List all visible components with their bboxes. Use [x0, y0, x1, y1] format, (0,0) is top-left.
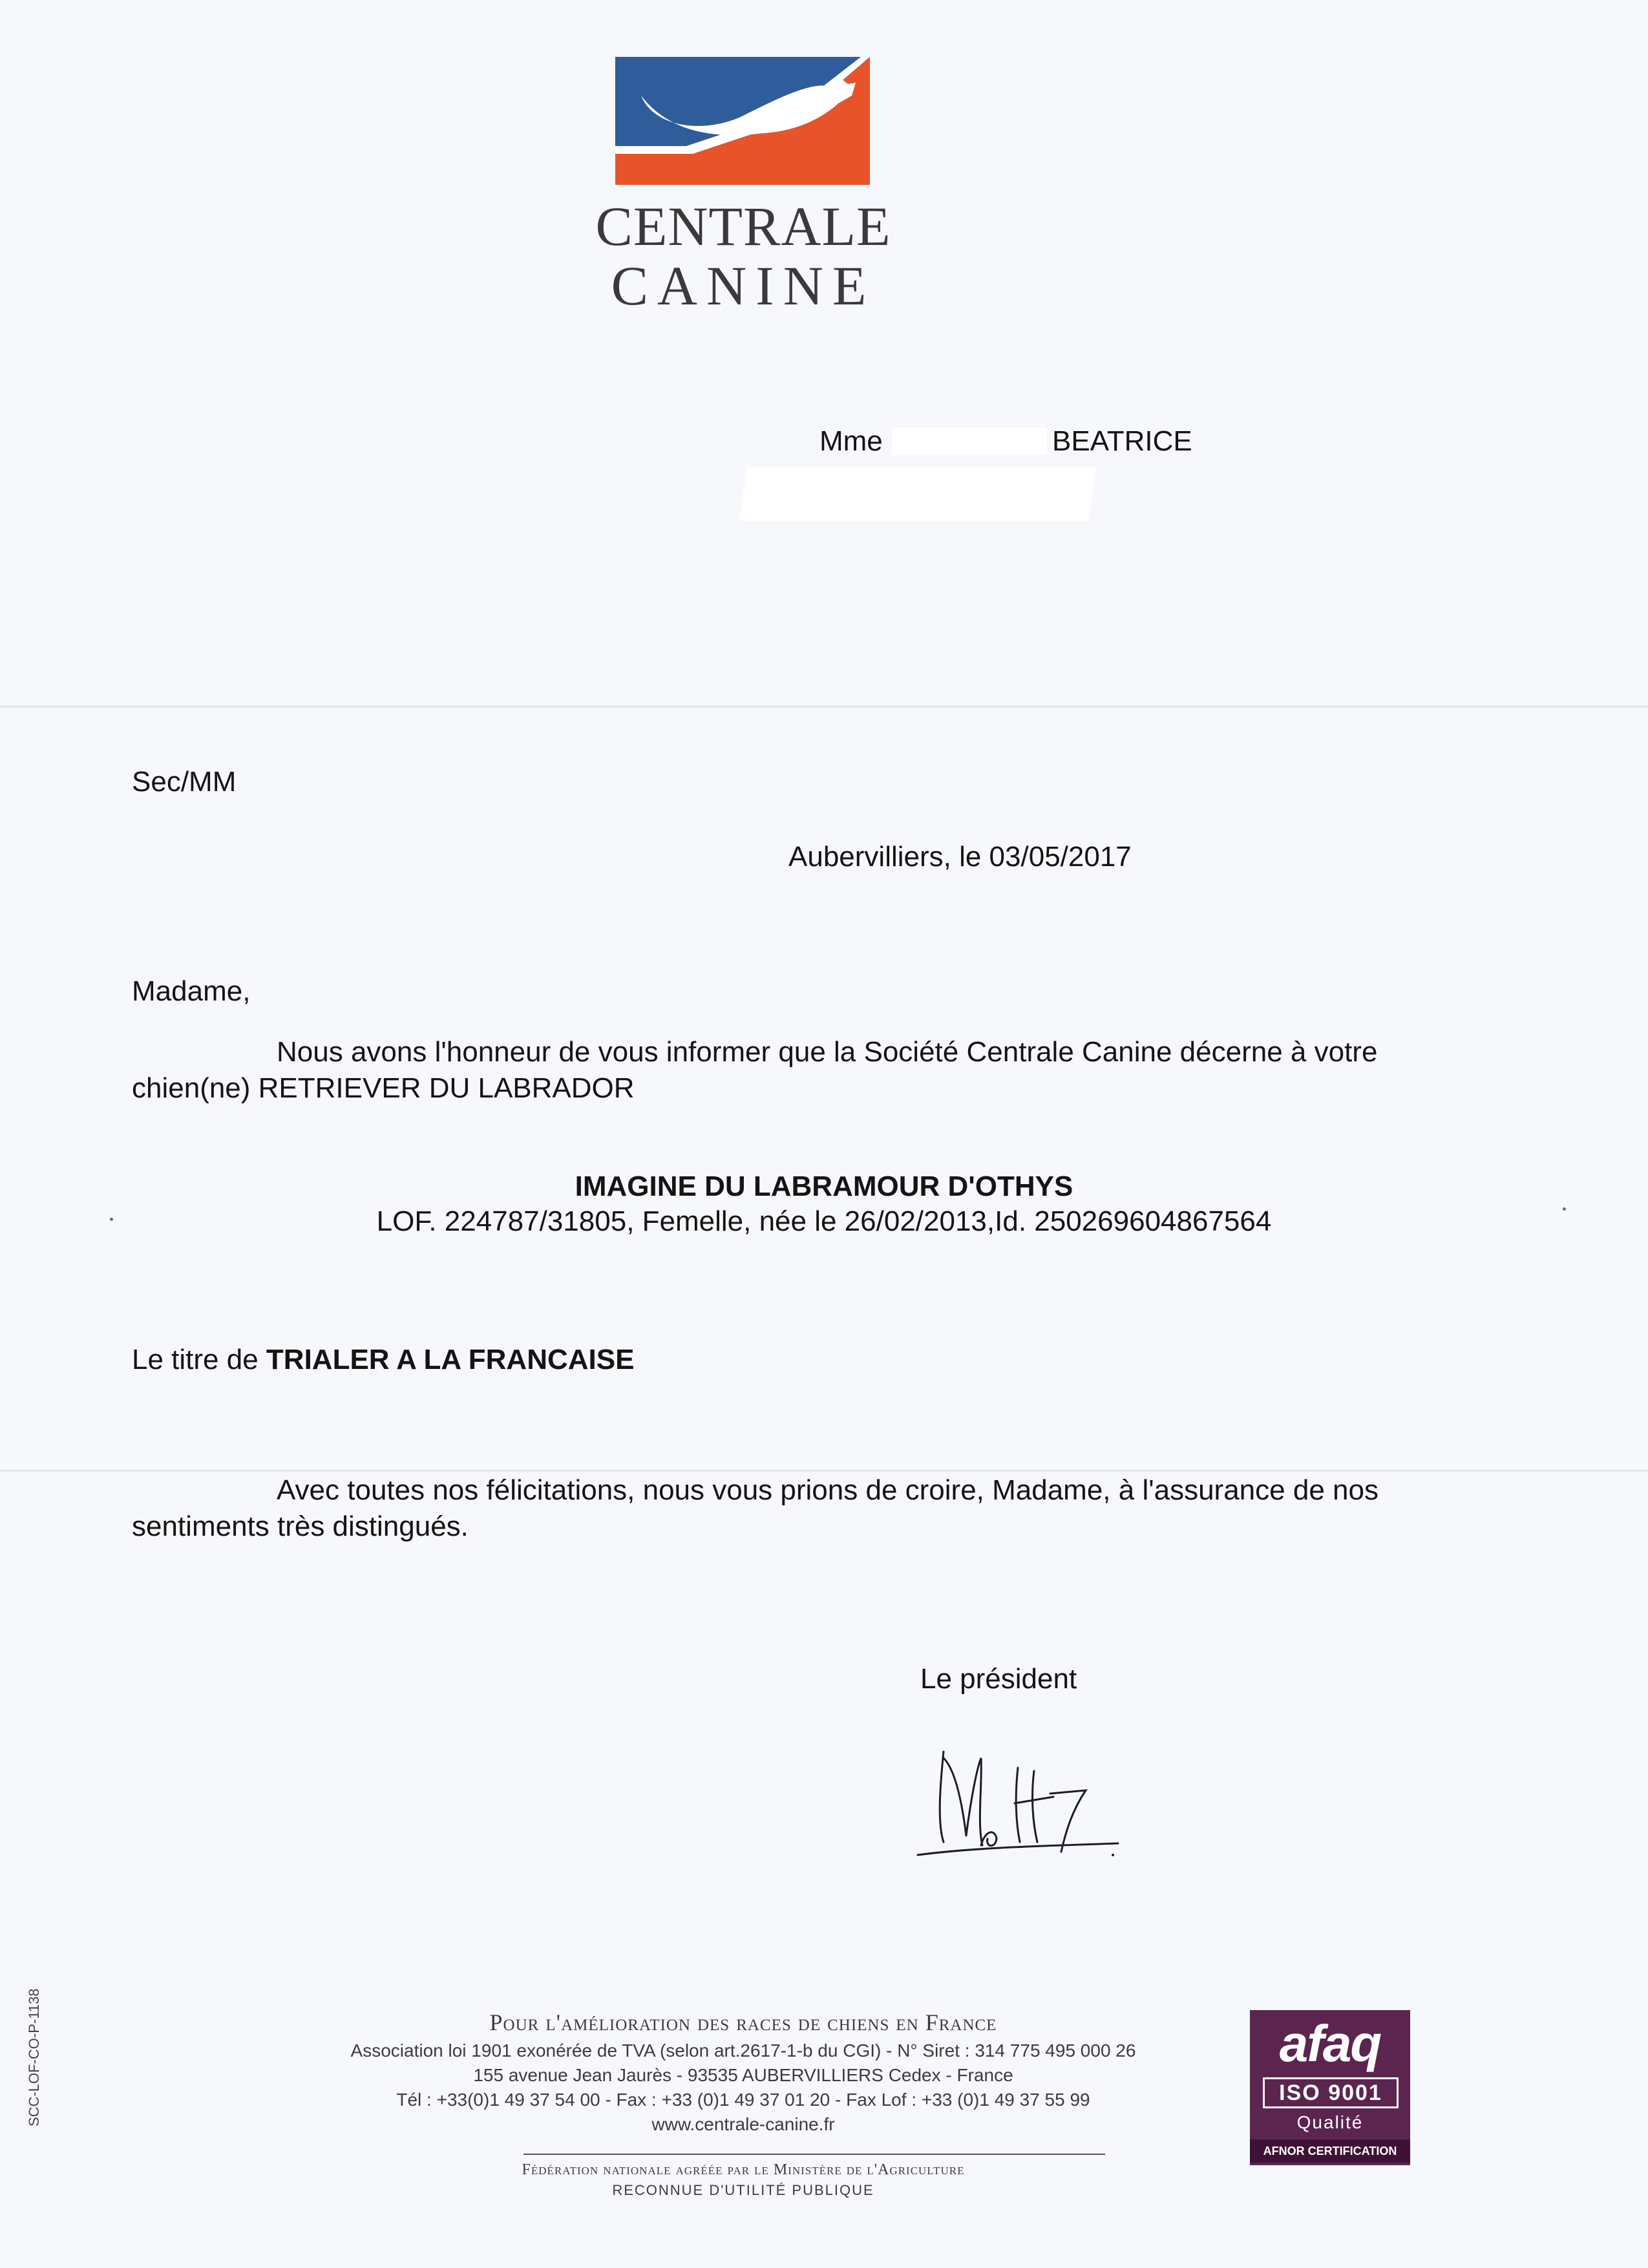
fold-line [0, 706, 1648, 708]
logo-text-line1: CENTRALE [595, 195, 891, 257]
awarded-title: TRIALER A LA FRANCAISE [266, 1344, 635, 1375]
footer-website: www.centrale-canine.fr [651, 2114, 835, 2134]
place-date: Aubervilliers, le 03/05/2017 [788, 841, 1132, 873]
certification-issuer: AFNOR CERTIFICATION [1250, 2139, 1410, 2163]
signatory: Le président [920, 1663, 1077, 1695]
footer-legal: Association loi 1901 exonérée de TVA (selon art.2617-1-b du CGI) - N° Siret : 314 775 495 000 26 [350, 2040, 1136, 2061]
paragraph-closing: Avec toutes nos félicitations, nous vous prions de croire, Madame, à l'assurance de nos sentiments très distingués. [132, 1474, 1379, 1542]
salutation: Madame, [132, 975, 251, 1007]
reference: Sec/MM [132, 766, 237, 798]
quality-label: Qualité [1296, 2112, 1364, 2132]
footer-divider [523, 2154, 1105, 2155]
footer-tagline: Pour l'amélioration des races de chiens en France [489, 2009, 997, 2035]
centrale-canine-logo [615, 57, 870, 185]
footer-federation: Fédération nationale agréée par le Ministère de l'Agriculture [522, 2161, 965, 2178]
dog-info: LOF. 224787/31805, Femelle, née le 26/02/2013,Id. 250269604867564 [376, 1205, 1272, 1237]
footer-recognition: RECONNUE D'UTILITÉ PUBLIQUE [612, 2182, 874, 2198]
footer-phone: Tél : +33(0)1 49 37 54 00 - Fax : +33 (0)1 49 37 01 20 - Fax Lof : +33 (0)1 49 37 55 99 [396, 2090, 1090, 2110]
afaq-logo: afaq [1279, 2015, 1381, 2072]
recipient-prefix: Mme [819, 425, 883, 457]
redaction-block [739, 467, 1096, 521]
recipient-first-name: BEATRICE [1052, 425, 1192, 457]
signature [905, 1732, 1125, 1881]
redaction-block [892, 428, 1047, 455]
scan-speck [1563, 1207, 1566, 1211]
dog-name: IMAGINE DU LABRAMOUR D'OTHYS [575, 1171, 1073, 1202]
document-code: SCC-LOF-CO-P-1138 [26, 1988, 42, 2126]
afaq-certification-badge [1250, 2010, 1410, 2165]
logo-text-line2: CANINE [611, 255, 876, 317]
title-line [132, 1342, 634, 1378]
title-prefix: Le titre de [132, 1344, 259, 1375]
scan-speck [110, 1218, 113, 1221]
paragraph-intro: Nous avons l'honneur de vous informer que la Société Centrale Canine décerne à votre chien(ne) RETRIEVER DU LABRADOR [132, 1036, 1378, 1104]
footer-address: 155 avenue Jean Jaurès - 93535 AUBERVILLIERS Cedex - France [473, 2065, 1013, 2085]
iso-standard: ISO 9001 [1263, 2077, 1399, 2108]
